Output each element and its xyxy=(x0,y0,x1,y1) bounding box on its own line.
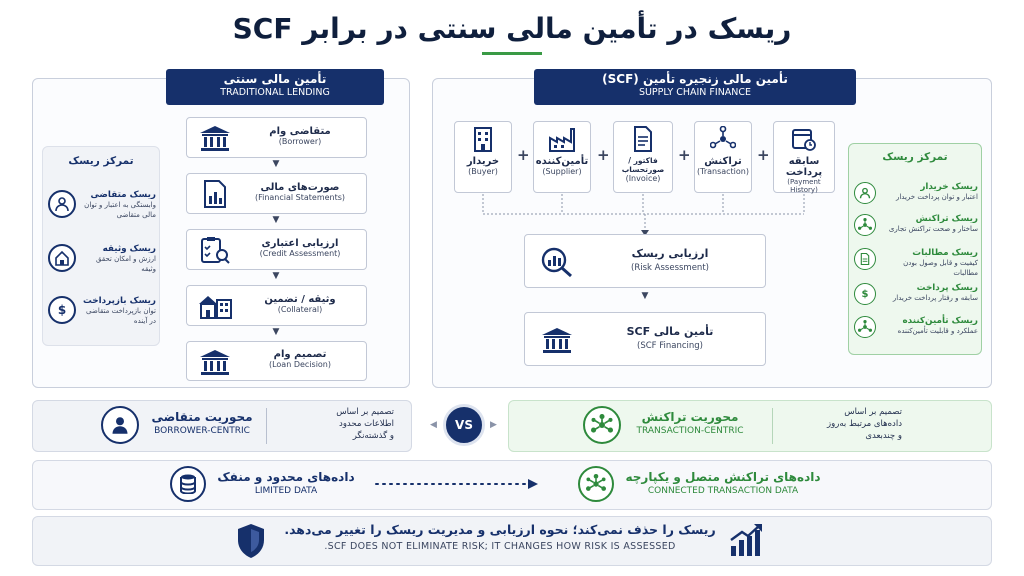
scf-header-en: SUPPLY CHAIN FINANCE xyxy=(638,87,752,98)
risk-item xyxy=(854,214,978,236)
input-transaction xyxy=(694,121,752,193)
risk-item-title: ریسک وثیقه xyxy=(102,244,156,254)
step-collateral xyxy=(186,285,367,326)
input-transaction-fa: تراکنش xyxy=(704,156,742,167)
step-collateral-fa: وثیقه / تضمین xyxy=(264,294,336,305)
input-payment-en: (Payment History) xyxy=(787,178,821,194)
borrower-centric-en: BORROWER-CENTRIC xyxy=(154,426,250,436)
step-borrower xyxy=(186,117,367,158)
risk-item xyxy=(854,316,978,338)
step-credit-en: (Credit Assessment) xyxy=(259,249,341,258)
transaction-centric-desc xyxy=(782,406,902,442)
input-transaction-en: (Transaction) xyxy=(696,167,749,176)
risk-item-desc: توان بازپرداخت متقاضی در آینده xyxy=(86,307,156,325)
factory-icon xyxy=(534,122,590,156)
dashed-connectors xyxy=(440,192,850,238)
footer-en: SCF DOES NOT ELIMINATE RISK; IT CHANGES HOW RISK IS ASSESSED. xyxy=(324,541,676,552)
risk-item xyxy=(48,190,156,220)
transaction-centric-divider xyxy=(772,408,773,444)
user-icon xyxy=(101,406,139,444)
flow-arrow: ▼ xyxy=(272,215,280,225)
risk-item-desc: عملکرد و قابلیت تأمین‌کننده xyxy=(897,327,978,335)
input-supplier xyxy=(533,121,591,193)
input-supplier-en: (Supplier) xyxy=(542,167,582,176)
risk-assessment-en: (Risk Assessment) xyxy=(631,263,709,273)
risk-item-desc: اعتبار و توان پرداخت خریدار xyxy=(895,193,978,201)
plus-sign: + xyxy=(597,146,610,164)
flow-arrow: ▼ xyxy=(641,291,649,301)
home-icon xyxy=(48,244,76,272)
title-underline xyxy=(482,52,542,55)
risk-item-desc: ساختار و صحت تراکنش تجاری xyxy=(888,225,978,233)
flow-arrow: ▼ xyxy=(272,271,280,281)
scf-risk-title: تمرکز ریسک xyxy=(882,151,948,163)
clipboard-check-icon xyxy=(195,235,235,265)
step-loan-en: (Loan Decision) xyxy=(268,360,332,369)
risk-item xyxy=(854,283,978,305)
transaction-centric-fa: محوریت تراکنش xyxy=(641,410,739,424)
step-financial-statements xyxy=(186,173,367,214)
input-buyer-en: (Buyer) xyxy=(468,167,498,176)
traditional-risk-title: تمرکز ریسک xyxy=(68,155,134,167)
risk-item xyxy=(854,248,978,278)
scf-financing-box xyxy=(524,312,766,366)
risk-item-desc: کیفیت و قابل وصول بودن مطالبات xyxy=(903,259,978,277)
plus-sign: + xyxy=(678,146,691,164)
input-buyer-fa: خریدار xyxy=(466,156,500,167)
plus-sign: + xyxy=(757,146,770,164)
network-icon xyxy=(854,316,876,338)
scf-header-fa: تأمین مالی زنجیره تأمین (SCF) xyxy=(602,72,788,86)
risk-assessment-box xyxy=(524,234,766,288)
input-supplier-fa: تأمین‌کننده xyxy=(535,156,589,167)
risk-item-desc: ارزش و امکان تحقق وثیقه xyxy=(96,255,156,273)
step-financial-en: (Financial Statements) xyxy=(254,193,346,202)
risk-item-title: ریسک تراکنش xyxy=(915,214,978,224)
scf-financing-fa: تأمین مالی SCF xyxy=(626,325,714,338)
desc-line: و گذشته‌نگر xyxy=(352,431,394,441)
scf-header xyxy=(534,69,856,105)
flow-arrow: ▼ xyxy=(272,159,280,169)
borrower-centric-divider xyxy=(266,408,267,444)
connected-data-label xyxy=(620,470,826,496)
risk-item-title: ریسک پرداخت xyxy=(916,283,978,293)
risk-item-title: ریسک بازپرداخت xyxy=(82,296,156,306)
input-invoice-fa: فاکتور / صورتحساب xyxy=(621,156,665,174)
borrower-centric-desc xyxy=(274,406,394,442)
analytics-search-icon xyxy=(539,245,575,279)
vs-label: VS xyxy=(455,418,473,432)
transaction-centric-en: TRANSACTION-CENTRIC xyxy=(636,426,744,436)
page-title: ریسک در تأمین مالی سنتی در برابر SCF xyxy=(232,12,792,45)
risk-item-title: ریسک متقاضی xyxy=(90,190,156,200)
financial-report-icon xyxy=(195,179,235,209)
step-borrower-en: (Borrower) xyxy=(278,137,322,146)
borrower-centric-title xyxy=(146,410,258,436)
input-invoice xyxy=(613,121,673,193)
document-icon xyxy=(614,122,672,156)
building-icon xyxy=(455,122,511,156)
risk-item-title: ریسک مطالبات xyxy=(912,248,978,258)
risk-assessment-fa: ارزیابی ریسک xyxy=(631,247,709,260)
input-payment-fa: سابقه پرداخت xyxy=(785,156,823,178)
database-icon xyxy=(170,466,206,502)
scf-financing-en: (SCF Financing) xyxy=(636,341,703,351)
step-credit-fa: ارزیابی اعتباری xyxy=(261,238,339,249)
traditional-header xyxy=(166,69,384,105)
vs-badge xyxy=(443,404,485,446)
risk-item xyxy=(854,182,978,204)
step-loan-fa: تصمیم وام xyxy=(273,349,327,360)
property-icon xyxy=(195,291,235,321)
vs-arrow-left: ◀ xyxy=(430,420,437,430)
step-borrower-fa: متقاضی وام xyxy=(269,126,331,137)
desc-line: تصمیم بر اساس xyxy=(336,407,394,417)
risk-item-desc: وابستگی به اعتبار و توان مالی متقاضی xyxy=(84,201,156,219)
dotted-arrow xyxy=(374,478,540,490)
dollar-cycle-icon: $ xyxy=(48,296,76,324)
limited-data-label xyxy=(212,470,360,496)
bank-icon xyxy=(195,123,235,153)
transaction-centric-title xyxy=(628,410,752,436)
flow-arrow: ▼ xyxy=(272,327,280,337)
traditional-header-en: TRADITIONAL LENDING xyxy=(220,87,330,98)
risk-item xyxy=(48,296,156,326)
network-icon xyxy=(695,122,751,156)
desc-line: تصمیم بر اساس xyxy=(844,407,902,417)
step-credit-assessment xyxy=(186,229,367,270)
network-icon xyxy=(583,406,621,444)
calendar-icon xyxy=(774,122,834,156)
network-icon xyxy=(854,214,876,236)
connected-data-en: CONNECTED TRANSACTION DATA xyxy=(647,486,799,496)
desc-line: اطلاعات محدود xyxy=(339,419,394,429)
plus-sign: + xyxy=(517,146,530,164)
desc-line: و چندبعدی xyxy=(865,431,902,441)
document-icon xyxy=(854,248,876,270)
step-financial-fa: صورت‌های مالی xyxy=(260,182,340,193)
vs-arrow-right: ▶ xyxy=(490,420,497,430)
growth-chart-icon xyxy=(726,520,766,560)
bank-icon xyxy=(539,323,575,357)
limited-data-fa: داده‌های محدود و منفک xyxy=(217,470,355,484)
risk-item-desc: سابقه و رفتار پرداخت خریدار xyxy=(892,294,978,302)
user-icon xyxy=(854,182,876,204)
risk-item-title: ریسک خریدار xyxy=(920,182,978,192)
step-collateral-en: (Collateral) xyxy=(277,305,323,314)
step-loan-decision xyxy=(186,341,367,381)
input-invoice-en: (Invoice) xyxy=(625,174,661,183)
footer-fa: ریسک را حذف نمی‌کند؛ نحوه ارزیابی و مدیریت ریسک را تغییر می‌دهد. xyxy=(284,522,716,537)
bank-icon xyxy=(195,347,235,377)
traditional-header-fa: تأمین مالی سنتی xyxy=(223,72,327,86)
risk-item xyxy=(48,244,156,274)
dollar-cycle-icon: $ xyxy=(854,283,876,305)
input-buyer xyxy=(454,121,512,193)
network-icon xyxy=(578,466,614,502)
desc-line: داده‌های مرتبط به‌روز xyxy=(827,419,902,429)
connected-data-fa: داده‌های تراکنش متصل و یکپارچه xyxy=(625,470,821,484)
input-payment-history xyxy=(773,121,835,193)
user-icon xyxy=(48,190,76,218)
borrower-centric-fa: محوریت متقاضی xyxy=(151,410,253,424)
limited-data-en: LIMITED DATA xyxy=(254,486,318,496)
footer-text xyxy=(280,522,720,552)
shield-icon xyxy=(232,520,270,562)
risk-item-title: ریسک تأمین‌کننده xyxy=(902,316,978,326)
